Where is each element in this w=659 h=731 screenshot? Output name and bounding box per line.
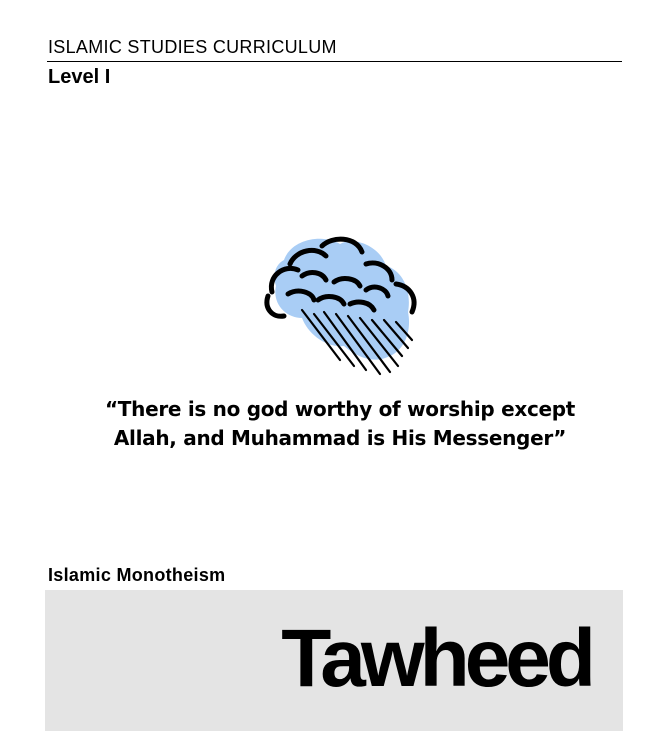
level-label: Level I — [48, 66, 111, 88]
book-title: Tawheed — [281, 613, 591, 704]
curriculum-title: ISLAMIC STUDIES CURRICULUM — [48, 37, 337, 57]
title-band — [45, 590, 623, 731]
shahada-quote — [80, 395, 600, 453]
quote-line-1: “There is no god worthy of worship except — [104, 397, 576, 421]
quote-line-2: Allah, and Muhammad is His Messenger” — [113, 426, 567, 450]
subject-subtitle: Islamic Monotheism — [48, 565, 226, 585]
header-divider — [47, 61, 622, 62]
rain-cloud-icon — [262, 232, 422, 380]
